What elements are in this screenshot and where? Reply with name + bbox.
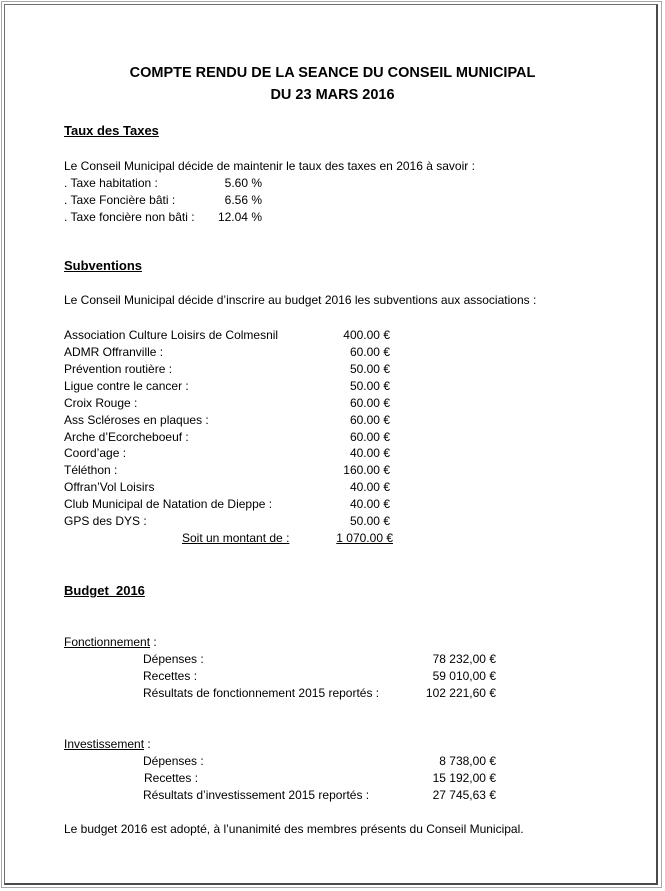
- subvention-label: Téléthon :: [64, 463, 118, 477]
- subvention-label: ADMR Offranville :: [64, 345, 164, 359]
- fonctionnement-heading: [64, 634, 157, 650]
- fonctionnement-heading-suffix: :: [150, 635, 157, 649]
- budget-row-label: Recettes :: [144, 771, 199, 785]
- tax-label: . Taxe foncière non bâti :: [64, 210, 195, 224]
- subvention-label: Croix Rouge :: [64, 396, 138, 410]
- budget-heading: Budget 2016: [64, 583, 145, 598]
- tax-value: 6.56 %: [224, 193, 262, 207]
- subvention-amount: 60.00 €: [349, 413, 390, 427]
- budget-row-label: Résultats d’investissement 2015 reportés :: [143, 788, 370, 802]
- subventions-intro: Le Conseil Municipal décide d’inscrire au budget 2016 les subventions aux associations :: [64, 293, 537, 307]
- subvention-amount: 160.00 €: [343, 463, 390, 477]
- subvention-amount: 40.00 €: [349, 497, 390, 511]
- subvention-label: Ligue contre le cancer :: [64, 379, 189, 393]
- subventions-total-amount: 1 070.00 €: [336, 531, 393, 545]
- budget-conclusion: Le budget 2016 est adopté, à l’unanimité des membres présents du Conseil Municipal.: [64, 822, 524, 836]
- tax-label: . Taxe habitation :: [64, 176, 158, 190]
- budget-row-amount: 15 192,00 €: [432, 771, 496, 785]
- taxes-intro: Le Conseil Municipal décide de maintenir le taux des taxes en 2016 à savoir :: [64, 159, 475, 173]
- tax-value: 5.60 %: [224, 176, 262, 190]
- budget-row-label: Recettes :: [143, 669, 198, 683]
- subvention-amount: 40.00 €: [349, 480, 390, 494]
- subvention-label: Club Municipal de Natation de Dieppe :: [64, 497, 273, 511]
- budget-row-amount: 8 738,00 €: [439, 754, 496, 768]
- budget-row-label: Résultats de fonctionnement 2015 reportés :: [143, 686, 380, 700]
- subvention-label: GPS des DYS :: [64, 514, 147, 528]
- taxes-heading: Taux des Taxes: [64, 123, 159, 138]
- subvention-amount: 50.00 €: [349, 514, 390, 528]
- subventions-total-label: Soit un montant de :: [182, 531, 290, 545]
- subvention-amount: 400.00 €: [343, 328, 390, 342]
- subvention-amount: 60.00 €: [349, 430, 390, 444]
- document-title-line2: DU 23 MARS 2016: [270, 87, 395, 103]
- subvention-amount: 50.00 €: [349, 379, 390, 393]
- subvention-label: Prévention routière :: [64, 362, 173, 376]
- document-title-line1: COMPTE RENDU DE LA SEANCE DU CONSEIL MUNICIPAL: [129, 65, 536, 81]
- subventions-heading: Subventions: [64, 258, 143, 273]
- fonctionnement-heading-text: Fonctionnement: [64, 635, 151, 649]
- subvention-label: Ass Scléroses en plaques :: [64, 413, 209, 427]
- investissement-heading-suffix: :: [144, 737, 151, 751]
- budget-row-label: Dépenses :: [143, 754, 204, 768]
- subvention-amount: 60.00 €: [349, 345, 390, 359]
- budget-row-amount: 102 221,60 €: [425, 686, 496, 700]
- subvention-amount: 60.00 €: [349, 396, 390, 410]
- subvention-amount: 40.00 €: [349, 446, 390, 460]
- budget-row-label: Dépenses :: [143, 652, 204, 666]
- budget-row-amount: 59 010,00 €: [432, 669, 496, 683]
- investissement-heading-text: Investissement: [64, 737, 145, 751]
- subvention-label: Coord’age :: [64, 446, 127, 460]
- tax-value: 12.04 %: [217, 210, 262, 224]
- budget-row-amount: 27 745,63 €: [432, 788, 496, 802]
- tax-label: . Taxe Foncière bâti :: [64, 193, 176, 207]
- subvention-label: Offran’Vol Loisirs: [64, 480, 155, 494]
- subvention-label: Association Culture Loisirs de Colmesnil: [64, 328, 279, 342]
- budget-row-amount: 78 232,00 €: [432, 652, 496, 666]
- investissement-heading: [64, 736, 151, 752]
- subvention-label: Arche d’Ecorcheboeuf :: [64, 430, 189, 444]
- subvention-amount: 50.00 €: [349, 362, 390, 376]
